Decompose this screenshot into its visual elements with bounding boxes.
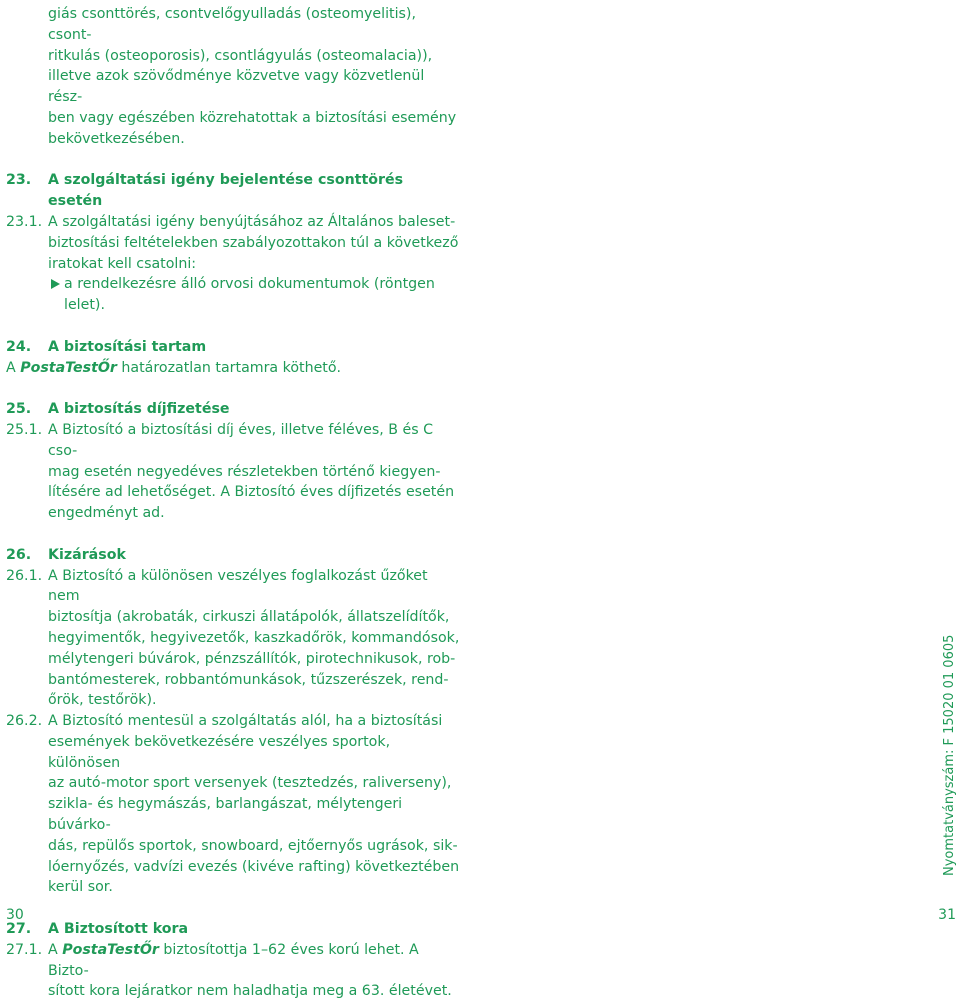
text-line: kerül sor. — [48, 879, 113, 896]
section-25 — [6, 399, 462, 524]
section-number: 25. — [6, 401, 32, 418]
paragraph-number: 26.1. — [6, 567, 43, 584]
text-line: az autó-motor sport versenyek (tesztedzés, raliverseny), — [48, 775, 452, 792]
brand-name: PostaTestŐr — [62, 941, 159, 958]
page-number-right: 31 — [938, 907, 956, 923]
text-line: mag esetén negyedéves részletekben történő kiegyen- — [48, 463, 441, 480]
text-line: bekövetkezésében. — [48, 130, 185, 147]
section-number: 26. — [6, 546, 32, 563]
text-line: biztosítási feltételekben szabályozottakon túl a következő — [48, 234, 459, 251]
paragraph-26-1 — [6, 566, 462, 712]
text-line: engedményt ad. — [48, 505, 165, 522]
section-heading — [6, 545, 462, 566]
intro-paragraph — [6, 4, 462, 150]
text-line: sított kora lejáratkor nem haladhatja meg a 63. életévet. — [48, 983, 452, 1000]
text-fragment: A — [48, 941, 63, 958]
text-line: iratokat kell csatolni: — [48, 255, 197, 272]
section-number: 27. — [6, 921, 32, 938]
section-title: A biztosítási tartam — [48, 338, 207, 355]
text-line: giás csonttörés, csontvelőgyulladás (osteomyelitis), csont- — [48, 6, 416, 43]
paragraph-26-2 — [6, 711, 462, 898]
text-line: bantómesterek, robbantómunkások, tűzszerészek, rend- — [48, 671, 449, 688]
left-column — [6, 4, 462, 1002]
paragraph-number: 23.1. — [6, 213, 43, 230]
brand-name: PostaTestŐr — [20, 359, 117, 376]
section-27 — [6, 919, 462, 1002]
section-title: Kizárások — [48, 546, 126, 563]
section-23 — [6, 170, 462, 316]
paragraph-number: 25.1. — [6, 421, 43, 438]
section-title: A biztosítás díjfizetése — [48, 401, 230, 418]
text-line: illetve azok szövődménye közvetve vagy közvetlenül rész- — [48, 68, 425, 106]
section-number: 24. — [6, 338, 32, 355]
text-line: események bekövetkezésére veszélyes sportok, különösen — [48, 733, 391, 771]
paragraph-number: 26.2. — [6, 713, 43, 730]
section-26 — [6, 545, 462, 899]
page-number-left: 30 — [6, 907, 24, 923]
text-line: mélytengeri búvárok, pénzszállítók, pirotechnikusok, rob- — [48, 650, 456, 667]
section-number: 23. — [6, 172, 32, 189]
text-line: A Biztosító a biztosítási díj éves, illetve féléves, B és C cso- — [48, 421, 434, 459]
bullet-text: a rendelkezésre álló orvosi dokumentumok (röntgen lelet). — [64, 276, 435, 314]
paragraph-25-1 — [6, 420, 462, 524]
paragraph-27-1 — [6, 940, 462, 1002]
triangle-bullet-icon — [51, 279, 60, 289]
text-line: biztosítja (akrobaták, cirkuszi állatápolók, állatszelídítők, — [48, 609, 450, 626]
text-line: A Biztosító mentesül a szolgáltatás alól, ha a biztosítási — [48, 713, 443, 730]
section-24 — [6, 337, 462, 379]
section-heading — [6, 337, 462, 358]
text-line: ben vagy egészében közrehatottak a biztosítási esemény — [48, 109, 457, 126]
text-line: hegyimentők, hegyivezetők, kaszkadőrök, kommandósok, — [48, 629, 460, 646]
text-fragment: A — [6, 359, 21, 376]
bullet-item — [6, 274, 462, 316]
section-heading — [6, 170, 462, 212]
section-24-text — [6, 358, 462, 379]
text-line: dás, repülős sportok, snowboard, ejtőernyős ugrások, sik- — [48, 837, 458, 854]
section-title: A Biztosított kora — [48, 921, 189, 938]
section-title: A szolgáltatási igény bejelentése csonttörés esetén — [48, 172, 404, 210]
paragraph-number: 27.1. — [6, 941, 43, 958]
text-line: lítésére ad lehetőséget. A Biztosító éves díjfizetés esetén — [48, 484, 455, 501]
section-heading — [6, 919, 462, 940]
text-line: A Biztosító a különösen veszélyes foglalkozást űzőket nem — [48, 567, 428, 605]
text-line: ritkulás (osteoporosis), csontlágyulás (osteomalacia)), — [48, 47, 433, 64]
text-line: szikla- és hegymászás, barlangászat, mélytengeri búvárko- — [48, 796, 403, 834]
text-line — [48, 940, 462, 982]
section-heading — [6, 399, 462, 420]
print-code: Nyomtatványszám: F 15020 01 0605 — [942, 634, 957, 876]
text-line: A szolgáltatási igény benyújtásához az Általános baleset- — [48, 213, 456, 230]
paragraph-23-1 — [6, 212, 462, 274]
text-fragment: határozatlan tartamra köthető. — [116, 359, 342, 376]
text-fragment: biztosítottja 1–62 éves korú lehet. A Bizto- — [48, 941, 419, 979]
text-line: lóernyőzés, vadvízi evezés (kivéve rafting) következtében — [48, 858, 460, 875]
text-line: őrök, testőrök). — [48, 692, 157, 709]
